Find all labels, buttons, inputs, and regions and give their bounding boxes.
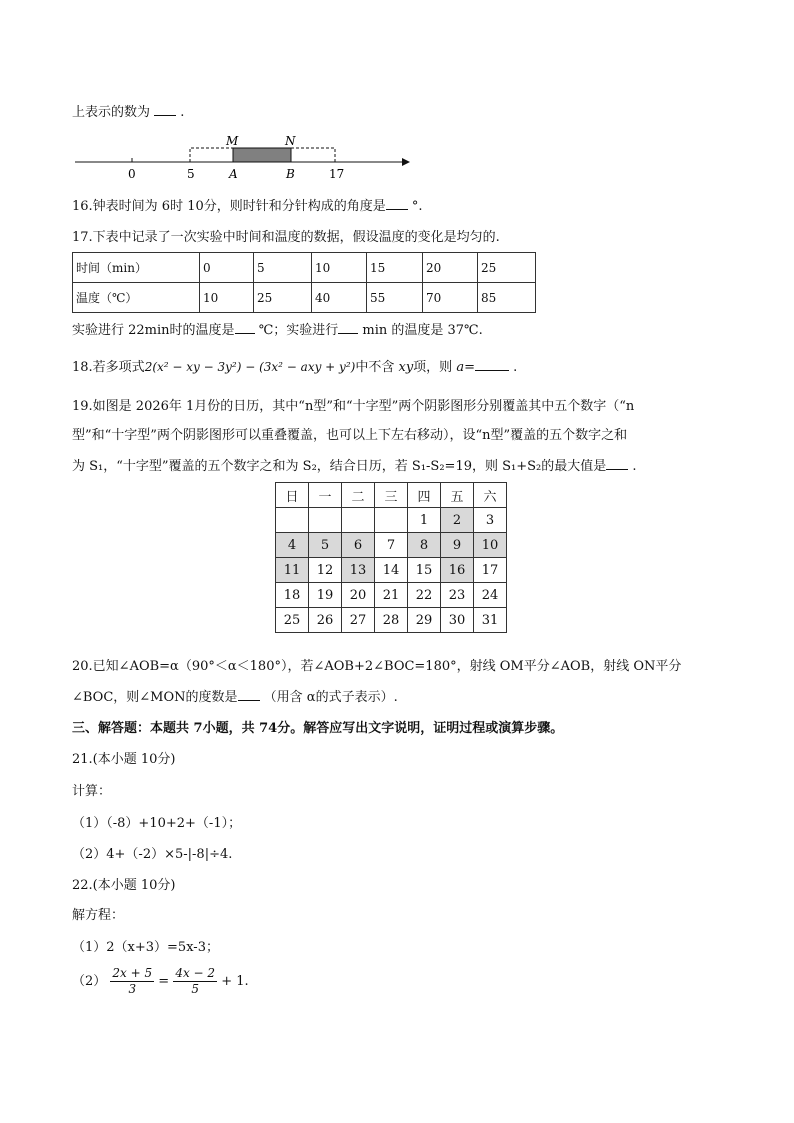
answer-blank[interactable]: [154, 115, 176, 116]
fraction-right: $\frac{4x - 2}{5}$: [175, 966, 216, 996]
label-m: M: [226, 134, 239, 148]
section-heading: 三、解答题：本题共 7小题，共 74分。解答应写出文字说明，证明过程或演算步骤。: [72, 721, 564, 736]
calendar-day: [342, 508, 375, 533]
table-cell: 25: [478, 253, 536, 283]
weekday-header: 四: [408, 483, 441, 508]
q17-intro: 17.下表中记录了一次实验中时间和温度的数据，假设温度的变化是均匀的.: [72, 230, 500, 245]
q15-tail: 上表示的数为 .: [72, 105, 185, 120]
answer-blank[interactable]: [338, 333, 358, 334]
table-cell: 15: [367, 253, 423, 283]
q21-title: 21.(本小题 10分): [72, 752, 176, 767]
calendar-week-row: [276, 608, 507, 633]
q18: 18.若多项式2(x² − xy − 3y²) − (3x² − axy + y²)中不含 xy项，则 a= .: [72, 360, 518, 375]
calendar-day: 17: [474, 558, 507, 583]
calendar-day: 14: [375, 558, 408, 583]
tick-label-17: 17: [329, 167, 345, 181]
weekday-header: 六: [474, 483, 507, 508]
weekday-header: 一: [309, 483, 342, 508]
calendar-day: 24: [474, 583, 507, 608]
answer-blank[interactable]: [386, 209, 408, 210]
calendar-day: 23: [441, 583, 474, 608]
calendar-day: 1: [408, 508, 441, 533]
table-cell: 70: [423, 283, 478, 313]
calendar-day: 2: [441, 508, 474, 533]
answer-blank[interactable]: [238, 700, 260, 701]
table-cell: 温度（℃）: [73, 283, 200, 313]
calendar-day: 10: [474, 533, 507, 558]
label-n: N: [285, 134, 296, 148]
q19-line1: 19.如图是 2026年 1月份的日历，其中“n型”和“十字型”两个阴影图形分别覆盖其中五个数字（“n: [72, 399, 635, 414]
q19-line3: 为 S₁，“十字型”覆盖的五个数字之和为 S₂，结合日历，若 S₁-S₂=19，则 S₁+S₂的最大值是 .: [72, 459, 637, 474]
table-cell: 时间（min）: [73, 253, 200, 283]
polynomial-expression: 2(x² − xy − 3y²) − (3x² − axy + y²): [144, 360, 356, 374]
q16: 16.钟表时间为 6时 10分，则时针和分针构成的角度是 °.: [72, 199, 423, 214]
calendar-day: 9: [441, 533, 474, 558]
q22-title: 22.(本小题 10分): [72, 878, 176, 893]
calendar-day: 5: [309, 533, 342, 558]
calendar-day: 30: [441, 608, 474, 633]
calendar-day: 27: [342, 608, 375, 633]
calendar-week-row: [276, 508, 507, 533]
weekday-header: 二: [342, 483, 375, 508]
calendar-header-row: [276, 483, 507, 508]
answer-blank[interactable]: [475, 370, 509, 371]
table-row: [73, 283, 536, 313]
experiment-table: [72, 252, 536, 313]
answer-blank[interactable]: [235, 333, 255, 334]
table-cell: 5: [254, 253, 312, 283]
calendar-day: 3: [474, 508, 507, 533]
table-cell: 20: [423, 253, 478, 283]
tick-label-0: 0: [128, 167, 136, 181]
q21-part2: （2）4+（-2）×5-|-8|÷4.: [72, 847, 233, 862]
table-cell: 10: [200, 283, 254, 313]
table-cell: 0: [200, 253, 254, 283]
calendar-day: 20: [342, 583, 375, 608]
label-b: B: [286, 167, 295, 181]
calendar-day: 4: [276, 533, 309, 558]
axis-arrow: [402, 158, 410, 166]
q22-part2: （2） $\frac{2x + 5}{3}$ = $\frac{4x - 2}{5}$ + 1.: [72, 966, 249, 996]
calendar-day: 31: [474, 608, 507, 633]
table-cell: 10: [312, 253, 367, 283]
calendar-day: 16: [441, 558, 474, 583]
table-cell: 40: [312, 283, 367, 313]
q22-instruction: 解方程：: [72, 908, 125, 923]
table-row: [73, 253, 536, 283]
calendar-day: 15: [408, 558, 441, 583]
q21-instruction: 计算：: [72, 784, 112, 799]
calendar-week-row: [276, 533, 507, 558]
calendar-day: 12: [309, 558, 342, 583]
table-cell: 55: [367, 283, 423, 313]
q21-part1: （1）（-8）+10+2+（-1）；: [72, 816, 242, 831]
calendar-day: 8: [408, 533, 441, 558]
calendar-day: 29: [408, 608, 441, 633]
weekday-header: 五: [441, 483, 474, 508]
label-a: A: [229, 167, 238, 181]
q22-part1: （1）2（x+3）=5x-3；: [72, 940, 219, 955]
calendar-day: 11: [276, 558, 309, 583]
calendar-day: 19: [309, 583, 342, 608]
number-line: [70, 130, 420, 186]
answer-blank[interactable]: [606, 469, 628, 470]
calendar-table: [275, 482, 507, 633]
calendar-day: 26: [309, 608, 342, 633]
segment-mn-shaded: [233, 148, 291, 162]
calendar-day: [375, 508, 408, 533]
calendar-day: 13: [342, 558, 375, 583]
q20-line1: 20.已知∠AOB=α（90°＜α＜180°），若∠AOB+2∠BOC=180°，射线 OM平分∠AOB，射线 ON平分: [72, 659, 682, 674]
calendar-day: [309, 508, 342, 533]
q19-line2: 型”和“十字型”两个阴影图形可以重叠覆盖，也可以上下左右移动），设“n型”覆盖的五个数字之和: [72, 428, 628, 443]
table-cell: 85: [478, 283, 536, 313]
calendar-day: 7: [375, 533, 408, 558]
calendar-day: [276, 508, 309, 533]
q17-question: 实验进行 22min时的温度是 ℃；实验进行 min 的温度是 37℃.: [72, 323, 483, 338]
calendar-day: 22: [408, 583, 441, 608]
weekday-header: 三: [375, 483, 408, 508]
weekday-header: 日: [276, 483, 309, 508]
calendar-day: 28: [375, 608, 408, 633]
calendar-day: 6: [342, 533, 375, 558]
calendar-week-row: [276, 558, 507, 583]
fraction-left: $\frac{2x + 5}{3}$: [112, 966, 153, 996]
calendar-day: 25: [276, 608, 309, 633]
table-cell: 25: [254, 283, 312, 313]
q20-line2: ∠BOC，则∠MON的度数是 （用含 α的式子表示）.: [72, 690, 398, 705]
calendar-week-row: [276, 583, 507, 608]
calendar-day: 18: [276, 583, 309, 608]
calendar-day: 21: [375, 583, 408, 608]
tick-label-5: 5: [187, 167, 195, 181]
